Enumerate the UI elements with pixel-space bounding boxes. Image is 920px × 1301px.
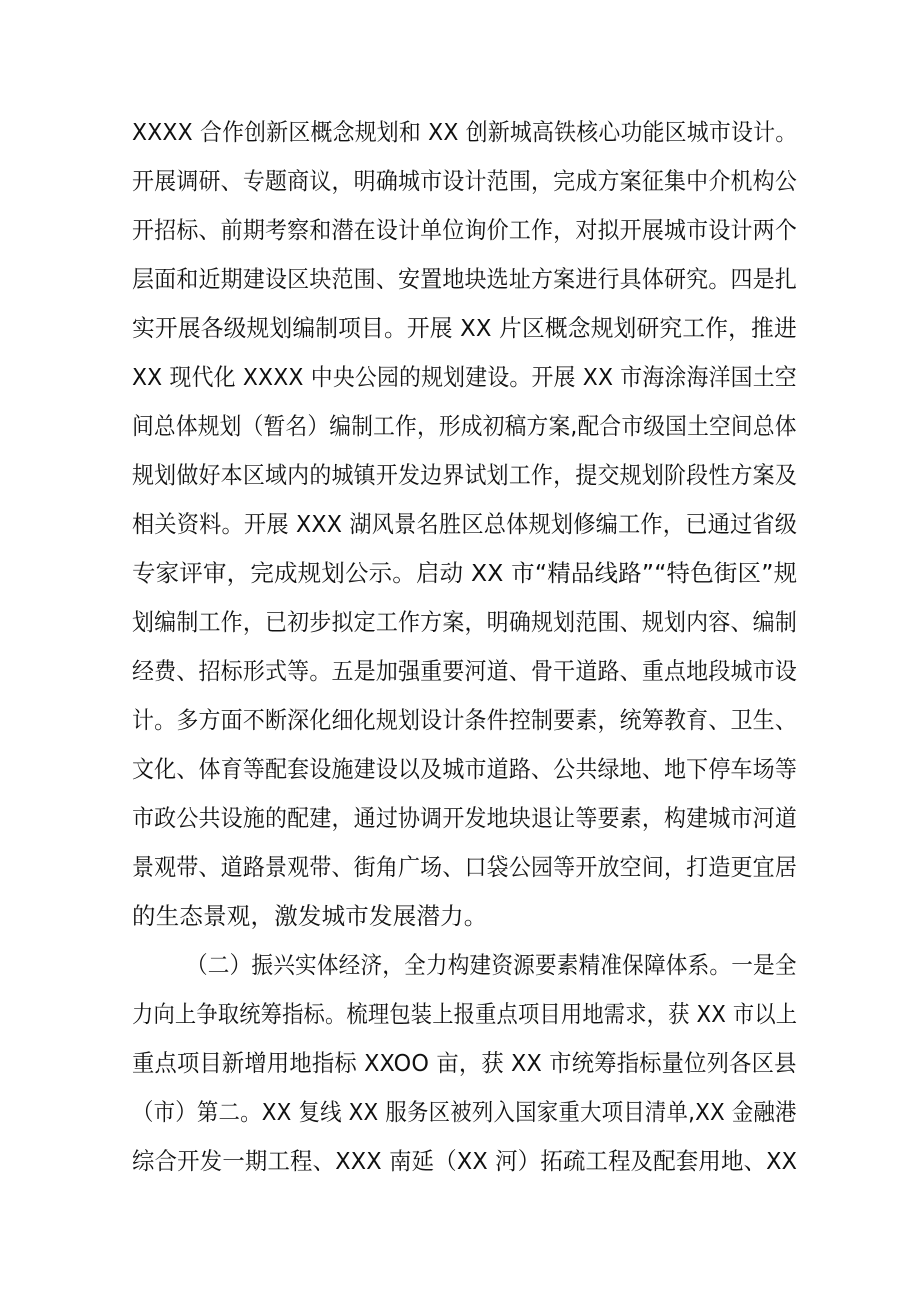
text-line: 实开展各级规划编制项目。开展 XX 片区概念规划研究工作，推进 [132, 314, 797, 342]
text-line: 综合开发一期工程、XXX 南延（XX 河）拓疏工程及配套用地、XX [132, 1147, 798, 1175]
text-line: 重点项目新增用地指标 XXOO 亩，获 XX 市统筹指标量位列各区县 [132, 1049, 797, 1077]
text-line: 开招标、前期考察和潜在设计单位询价工作，对拟开展城市设计两个 [132, 216, 797, 244]
text-line: 力向上争取统筹指标。梳理包装上报重点项目用地需求，获 XX 市以上 [132, 1000, 798, 1028]
text-line: 开展调研、专题商议，明确城市设计范围，完成方案征集中介机构公 [132, 167, 797, 195]
text-line: 景观带、道路景观带、街角广场、口袋公园等开放空间，打造更宜居 [132, 853, 797, 881]
text-line: 相关资料。开展 XXX 湖风景名胜区总体规划修编工作，已通过省级 [132, 510, 798, 538]
text-line: （市）第二。XX 复线 XX 服务区被列入国家重大项目清单,XX 金融港 [132, 1098, 797, 1126]
text-line: XXXX 合作创新区概念规划和 XX 创新城高铁核心功能区城市设计。 [132, 118, 798, 146]
text-line: 专家评审，完成规划公示。启动 XX 市“精品线路”“特色街区”规 [132, 559, 798, 587]
text-line: 规划做好本区域内的城镇开发边界试划工作，提交规划阶段性方案及 [132, 461, 797, 489]
text-line: 层面和近期建设区块范围、安置地块选址方案进行具体研究。四是扎 [132, 265, 797, 293]
text-line: 划编制工作，已初步拟定工作方案，明确规划范围、规划内容、编制 [132, 608, 797, 636]
text-line: 经费、招标形式等。五是加强重要河道、骨干道路、重点地段城市设 [132, 657, 797, 685]
text-line: 间总体规划（暂名）编制工作，形成初稿方案,配合市级国土空间总体 [132, 412, 797, 440]
text-line: 市政公共设施的配建，通过协调开发地块退让等要素，构建城市河道 [132, 804, 797, 832]
text-line: 的生态景观，激发城市发展潜力。 [132, 902, 488, 930]
text-line: 计。多方面不断深化细化规划设计条件控制要素，统筹教育、卫生、 [132, 706, 797, 734]
text-line: XX 现代化 XXXX 中央公园的规划建设。开展 XX 市海涂海洋国土空 [132, 363, 797, 391]
text-line: 文化、体育等配套设施建设以及城市道路、公共绿地、地下停车场等 [132, 755, 797, 783]
paragraph-first-line: （二）振兴实体经济，全力构建资源要素精准保障体系。一是全 [186, 951, 797, 979]
